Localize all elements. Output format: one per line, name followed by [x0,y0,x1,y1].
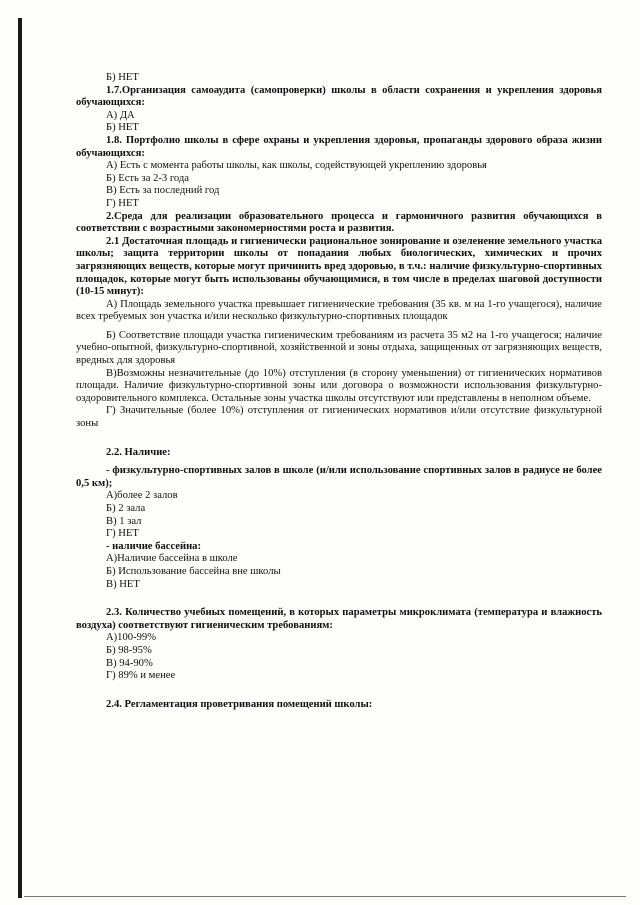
s22-pool-option-b: Б) Использование бассейна вне школы [106,565,281,577]
s22-gyms-option-d: Г) НЕТ [106,528,139,540]
section-2-heading: 2.Среда для реализации образовательного процесса и гармоничного развития обучающихся в соответствии с возрастными закономерностями роста и развития. [76,210,602,235]
s22-gyms-heading: - физкультурно-спортивных залов в школе (и/или использование спортивных залов в радиусе не более 0,5 км); [76,465,602,489]
s18-option-d: Г) НЕТ [106,197,139,209]
document-body [76,72,602,711]
s22-gyms-option-b: Б) 2 зала [106,503,146,514]
s18-option-a: А) Есть с момента работы школы, как школы, содействующей укреплению здоровья [106,160,487,172]
section-2-4-heading: 2.4. Регламентация проветривания помещений школы: [106,698,373,710]
s18-option-c: В) Есть за последний год [106,185,220,197]
s23-option-a: А)100-99% [106,632,157,644]
s22-pool-option-a: А)Наличие бассейна в школе [106,553,238,565]
s23-option-b: Б) 98-95% [106,644,152,656]
bottom-border [24,896,626,897]
answer-no: Б) НЕТ [106,72,139,83]
s21-option-c: В)Возможны незначительные (до 10%) отступления (в сторону уменьшения) от гигиенических нормативов площади. Наличие физкультурно-спортивной зоны или договора о возможности использования физкультурно-оздоровительного комплекса. Остальные зоны участка школы отсутствуют или представлены в неполном объеме. [76,367,602,404]
section-1-8-heading: 1.8. Портфолио школы в сфере охраны и укрепления здоровья, пропаганды здорового образа жизни обучающихся: [76,134,602,159]
s18-option-b: Б) Есть за 2-3 года [106,172,190,184]
s21-option-b: Б) Соответствие площади участка гигиеническим требованиям из расчета 35 м2 на 1-го учащегося; наличие учебно-опытной, физкультурно-спортивной, хозяйственной и зоны отдыха, защищенных от загрязняющих веществ, вредных для здоровья [76,329,602,367]
s23-option-c: В) 94-90% [106,657,153,669]
s22-pool-option-c: В) НЕТ [106,578,140,590]
s22-gyms-option-c: В) 1 зал [106,515,142,527]
s17-option-b: Б) НЕТ [106,122,139,134]
scan-edge-bar [18,18,22,898]
section-2-2-heading: 2.2. Наличие: [106,446,171,458]
section-2-1-heading: 2.1 Достаточная площадь и гигиенически рациональное зонирование и озеленение земельного участка школы; защита территории школы от попадания любых биологических, химических и прочих загрязняющих веществ, которые могут причинить вред здоровью, в т.ч.: наличие физкультурно-спортивных площадок, которые могут быть использованы обучающимися, в том числе в пределах шаговой доступности (10-15 минут): [76,235,602,298]
s21-option-a: А) Площадь земельного участка превышает гигиенические требования (35 кв. м на 1-го учащегося), наличие всех требуемых зон участка и/или несколько физкультурно-спортивных площадок [76,298,602,323]
s21-option-d: Г) Значительные (более 10%) отступления от гигиенических нормативов и/или отсутствие физкультурной зоны [76,405,602,430]
section-2-3-heading: 2.3. Количество учебных помещений, в которых параметры микроклимата (температура и влажность воздуха) соответствуют гигиеническим требованиям: [76,607,602,631]
s23-option-d: Г) 89% и менее [106,670,176,682]
s17-option-a: А) ДА [106,109,135,121]
s22-gyms-option-a: А)более 2 залов [106,490,178,502]
section-1-7-heading: 1.7.Организация самоаудита (самопроверки) школы в области сохранения и укрепления здоровья обучающихся: [76,84,602,109]
s22-pool-heading: - наличие бассейна: [106,540,202,552]
